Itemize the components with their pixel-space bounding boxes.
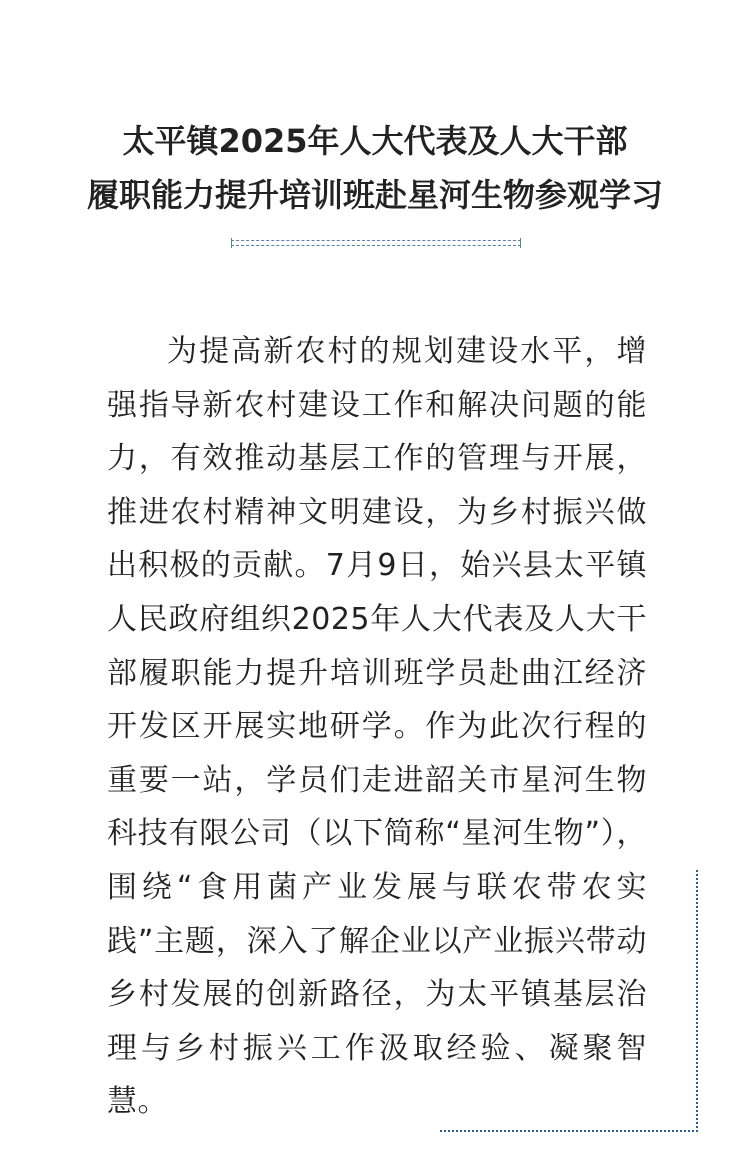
article-title-line-2: 履职能力提升培训班赴星河生物参观学习 [86,176,663,214]
article-title-line-1: 太平镇2025年人大代表及人大干部 [122,122,628,160]
decorative-frame-corner [440,870,698,1132]
article-paragraph: 为提高新农村的规划建设水平，增强指导新农村建设工作和解决问题的能力，有效推动基层工作的管理与开展，推进农村精神文明建设，为乡村振兴做出积极的贡献。7月9日，始兴县太平镇人民政府组织2025年人大代表及人大干部履职能力提升培训班学员赴曲江经济开发区开展实地研学。作为此次行程的重要一站，学员们走进韶关市星河生物科技有限公司（以下简称“星河生物”），围绕“食用菌产业发展与联农带农实践”主题，深入了解企业以产业振兴带动乡村发展的创新路径，为太平镇基层治理与乡村振兴工作汲取经验、凝聚智慧。 [107,334,647,1120]
title-divider [231,240,521,246]
